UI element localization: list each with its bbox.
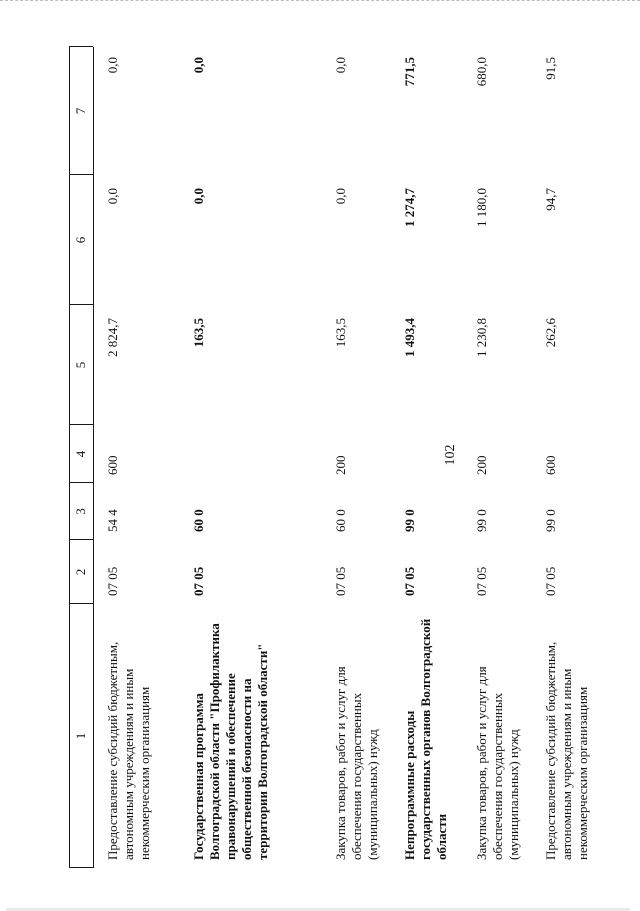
row-name: Предоставление субсидий бюджетным, автономным учреждениям и иным некоммерческим организациям [543,641,590,860]
header-col-6: 6 [73,236,88,244]
row-value-1: 262,6 [543,318,558,348]
row-rzpr: 07 05 [474,566,489,596]
row-csr: 54 4 [105,509,120,532]
row-value-3: 771,5 [402,57,417,87]
row-rzpr: 07 05 [105,566,120,596]
row-value-2: 94,7 [543,188,558,211]
header-col-3: 3 [73,508,88,515]
row-name: Непрограммные расходы государственных органов Волгоградской области [402,618,449,860]
row-name: Государственная программа Волгоградской области "Профилактика правонарушений и обеспечение общественной безопасности на территории Волгоградской области" [191,623,270,860]
row-name: Закупка товаров, работ и услуг для обеспечения государственных (муниципальных) нужд [474,666,521,860]
row-value-1: 163,5 [333,318,348,348]
row-value-1: 1 230,8 [474,318,489,357]
header-col-2: 2 [73,568,88,576]
row-name: Закупка товаров, работ и услуг для обеспечения государственных (муниципальных) нужд [333,666,380,860]
row-value-2: 0,0 [105,188,120,205]
row-value-2: 1 274,7 [402,188,417,227]
row-vr: 200 [333,455,348,475]
header-col-4: 4 [73,450,88,458]
row-csr: 99 0 [543,509,558,532]
header-col-5: 5 [73,361,88,369]
row-rzpr: 07 05 [402,566,417,596]
row-value-3: 0,0 [191,57,206,74]
row-vr: 600 [543,455,558,475]
page-number: 102 [443,444,458,466]
header-col-1: 1 [73,732,88,740]
row-csr: 60 0 [333,509,348,532]
header-col-7: 7 [73,107,88,115]
row-vr: 200 [474,455,489,475]
row-value-1: 2 824,7 [105,318,120,357]
row-rzpr: 07 05 [543,566,558,596]
row-csr: 99 0 [474,509,489,532]
row-value-3: 0,0 [333,57,348,74]
row-value-3: 680,0 [474,57,489,87]
row-rzpr: 07 05 [333,566,348,596]
row-value-3: 0,0 [105,57,120,74]
row-name: Предоставление субсидий бюджетным, автономным учреждениям и иным некоммерческим организациям [105,641,152,860]
row-value-2: 0,0 [333,188,348,205]
budget-table [69,47,602,868]
row-csr: 60 0 [191,509,206,532]
row-value-2: 0,0 [191,188,206,205]
row-csr: 99 0 [402,509,417,532]
row-value-1: 1 493,4 [402,318,417,357]
row-value-1: 163,5 [191,318,206,348]
row-value-3: 91,5 [543,57,558,80]
header-bottom-rule [93,47,94,868]
row-value-2: 1 180,0 [474,188,489,227]
row-rzpr: 07 05 [191,566,206,596]
row-vr: 600 [105,455,120,475]
